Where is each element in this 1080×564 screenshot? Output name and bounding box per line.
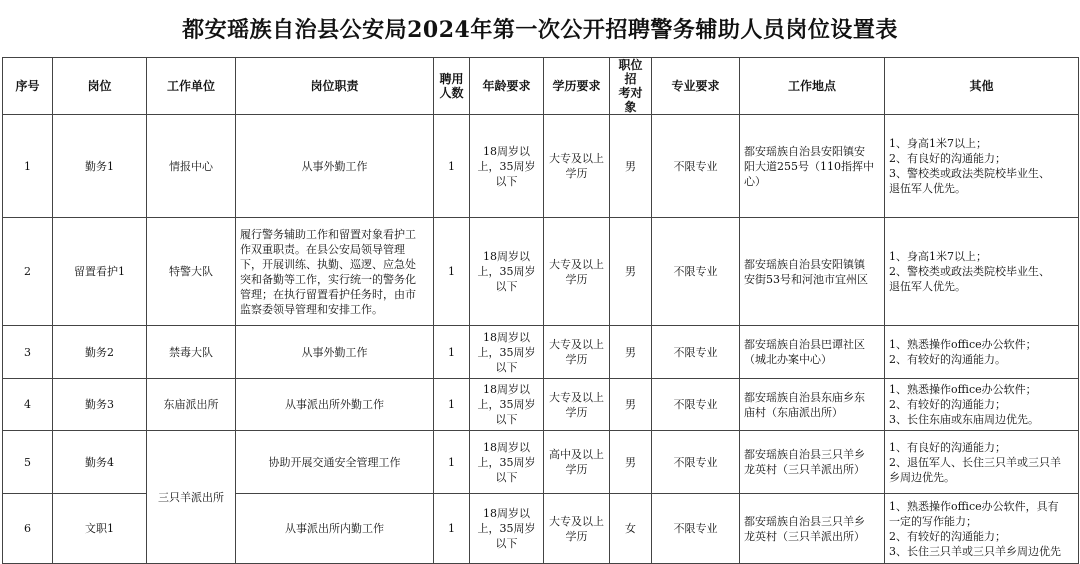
header-edu: 学历要求: [544, 58, 610, 115]
header-count: 聘用 人数: [434, 58, 470, 115]
cell-age: 18周岁以 上，35周岁 以下: [470, 494, 544, 564]
cell-other: 1、身高1米7以上； 2、警校类或政法类院校毕业生、 退伍军人优先。: [885, 218, 1079, 326]
cell-no: 5: [3, 431, 53, 494]
header-location: 工作地点: [740, 58, 885, 115]
table-row: [3, 115, 1079, 218]
header-post: 岗位: [53, 58, 147, 115]
header-row: [3, 58, 1079, 115]
cell-post: 勤务3: [53, 379, 147, 431]
cell-major: 不限专业: [652, 379, 740, 431]
cell-post: 留置看护1: [53, 218, 147, 326]
cell-no: 6: [3, 494, 53, 564]
cell-post: 勤务2: [53, 326, 147, 379]
header-no: 序号: [3, 58, 53, 115]
header-other: 其他: [885, 58, 1079, 115]
header-age: 年龄要求: [470, 58, 544, 115]
cell-major: 不限专业: [652, 431, 740, 494]
cell-other: 1、熟悉操作office办公软件； 2、有较好的沟通能力。: [885, 326, 1079, 379]
cell-other: 1、有良好的沟通能力； 2、退伍军人、长住三只羊或三只羊 乡周边优先。: [885, 431, 1079, 494]
position-table: [2, 57, 1079, 564]
header-unit: 工作单位: [147, 58, 236, 115]
header-major: 专业要求: [652, 58, 740, 115]
cell-other: 1、熟悉操作office办公软件； 2、有较好的沟通能力； 3、长住东庙或东庙周边优先。: [885, 379, 1079, 431]
cell-gender: 女: [610, 494, 652, 564]
cell-count: 1: [434, 494, 470, 564]
cell-edu: 大专及以上 学历: [544, 115, 610, 218]
cell-unit: 禁毒大队: [147, 326, 236, 379]
cell-unit: 特警大队: [147, 218, 236, 326]
cell-edu: 大专及以上 学历: [544, 218, 610, 326]
cell-count: 1: [434, 379, 470, 431]
cell-duty: 履行警务辅助工作和留置对象看护工 作双重职责。在县公安局领导管理 下，开展训练、执勤、巡逻、应急处 突和备勤等工作，实行统一的警务化 管理；在执行留置看护任务时，由市 监察委领导管理和安排工作。: [236, 218, 434, 326]
cell-age: 18周岁以 上，35周岁 以下: [470, 115, 544, 218]
header-duty: 岗位职责: [236, 58, 434, 115]
cell-edu: 高中及以上 学历: [544, 431, 610, 494]
cell-duty: 从事外勤工作: [236, 115, 434, 218]
cell-no: 1: [3, 115, 53, 218]
cell-gender: 男: [610, 218, 652, 326]
cell-age: 18周岁以 上，35周岁 以下: [470, 218, 544, 326]
table-row: [3, 218, 1079, 326]
cell-duty: 从事派出所内勤工作: [236, 494, 434, 564]
cell-location: 都安瑶族自治县巴谭社区 （城北办案中心）: [740, 326, 885, 379]
cell-major: 不限专业: [652, 115, 740, 218]
table-row: [3, 431, 1079, 494]
cell-no: 2: [3, 218, 53, 326]
cell-unit-merged: 三只羊派出所: [147, 431, 236, 564]
table-row: [3, 379, 1079, 431]
cell-duty: 协助开展交通安全管理工作: [236, 431, 434, 494]
cell-age: 18周岁以 上，35周岁 以下: [470, 379, 544, 431]
cell-unit: 东庙派出所: [147, 379, 236, 431]
cell-other: 1、熟悉操作office办公软件，具有 一定的写作能力； 2、有较好的沟通能力； 3、长住三只羊或三只羊乡周边优先: [885, 494, 1079, 564]
cell-no: 4: [3, 379, 53, 431]
cell-location: 都安瑶族自治县安阳镇安 阳大道255号（110指挥中 心）: [740, 115, 885, 218]
cell-location: 都安瑶族自治县安阳镇镇 安街53号和河池市宜州区: [740, 218, 885, 326]
cell-gender: 男: [610, 379, 652, 431]
cell-count: 1: [434, 431, 470, 494]
cell-major: 不限专业: [652, 326, 740, 379]
cell-age: 18周岁以 上，35周岁 以下: [470, 431, 544, 494]
cell-major: 不限专业: [652, 494, 740, 564]
cell-other: 1、身高1米7以上； 2、有良好的沟通能力； 3、警校类或政法类院校毕业生、 退伍军人优先。: [885, 115, 1079, 218]
cell-post: 文职1: [53, 494, 147, 564]
header-gender: 职位招 考对象: [610, 58, 652, 115]
cell-no: 3: [3, 326, 53, 379]
cell-count: 1: [434, 115, 470, 218]
document-title: 都安瑶族自治县公安局2024年第一次公开招聘警务辅助人员岗位设置表: [182, 16, 898, 43]
cell-count: 1: [434, 218, 470, 326]
table-row: [3, 326, 1079, 379]
cell-location: 都安瑶族自治县三只羊乡 龙英村（三只羊派出所）: [740, 494, 885, 564]
cell-gender: 男: [610, 326, 652, 379]
cell-count: 1: [434, 326, 470, 379]
cell-age: 18周岁以 上，35周岁 以下: [470, 326, 544, 379]
cell-duty: 从事派出所外勤工作: [236, 379, 434, 431]
cell-gender: 男: [610, 115, 652, 218]
cell-location: 都安瑶族自治县三只羊乡 龙英村（三只羊派出所）: [740, 431, 885, 494]
cell-edu: 大专及以上 学历: [544, 494, 610, 564]
cell-edu: 大专及以上 学历: [544, 379, 610, 431]
cell-post: 勤务1: [53, 115, 147, 218]
cell-duty: 从事外勤工作: [236, 326, 434, 379]
cell-unit: 情报中心: [147, 115, 236, 218]
cell-gender: 男: [610, 431, 652, 494]
cell-location: 都安瑶族自治县东庙乡东 庙村（东庙派出所）: [740, 379, 885, 431]
cell-edu: 大专及以上 学历: [544, 326, 610, 379]
cell-post: 勤务4: [53, 431, 147, 494]
cell-major: 不限专业: [652, 218, 740, 326]
